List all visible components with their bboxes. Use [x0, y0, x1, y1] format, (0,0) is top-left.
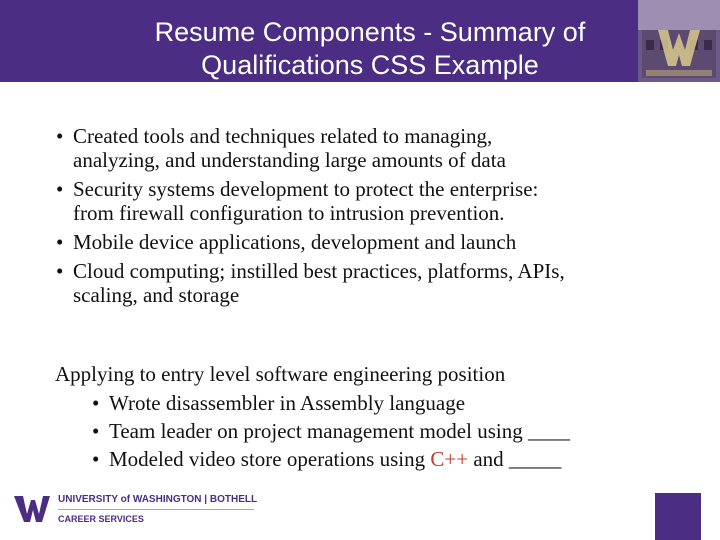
summary-bullet-line: Mobile device applications, development and launch [73, 230, 517, 254]
summary-bullet [56, 230, 666, 254]
applying-bullet [92, 391, 692, 415]
fill-in-blank: ____ [527, 419, 570, 443]
applying-bullet-text: and [468, 447, 509, 471]
logo-career-services-text: CAREER SERVICES [58, 514, 144, 524]
summary-bullet-line: analyzing, and understanding large amounts of data [73, 148, 506, 172]
summary-bullet-line: scaling, and storage [73, 283, 240, 307]
summary-bullet [56, 124, 666, 172]
summary-bullet-line: from firewall configuration to intrusion prevention. [73, 201, 505, 225]
slide-title-line-2: Qualifications CSS Example [201, 50, 539, 80]
slide-title-line-1: Resume Components - Summary of [154, 17, 586, 47]
applying-heading: Applying to entry level software engineering position [55, 362, 506, 386]
summary-bullet-line: Cloud computing; instilled best practices, platforms, APIs, [73, 259, 565, 283]
uw-bothell-career-services-logo [14, 490, 264, 530]
applying-bullet-text: Modeled video store operations using [109, 447, 431, 471]
fill-in-blank: _____ [508, 447, 562, 471]
summary-bullet [56, 177, 666, 225]
applying-bullet [92, 447, 692, 471]
applying-bullet-text: Team leader on project management model using [109, 419, 528, 443]
logo-divider [58, 509, 254, 510]
applying-bullet [92, 419, 692, 443]
logo-university-text: UNIVERSITY of WASHINGTON | BOTHELL [58, 494, 258, 505]
corner-accent-block [655, 493, 701, 540]
summary-bullet [56, 259, 666, 307]
summary-bullet-list [56, 124, 666, 312]
applying-bullet-list [92, 391, 692, 475]
highlighted-language: C++ [430, 447, 469, 471]
summary-bullet-line: Security systems development to protect the enterprise: [73, 177, 539, 201]
applying-bullet-text: Wrote disassembler in Assembly language [109, 391, 466, 415]
summary-bullet-line: Created tools and techniques related to managing, [73, 124, 493, 148]
uw-w-logo-icon [14, 494, 50, 524]
